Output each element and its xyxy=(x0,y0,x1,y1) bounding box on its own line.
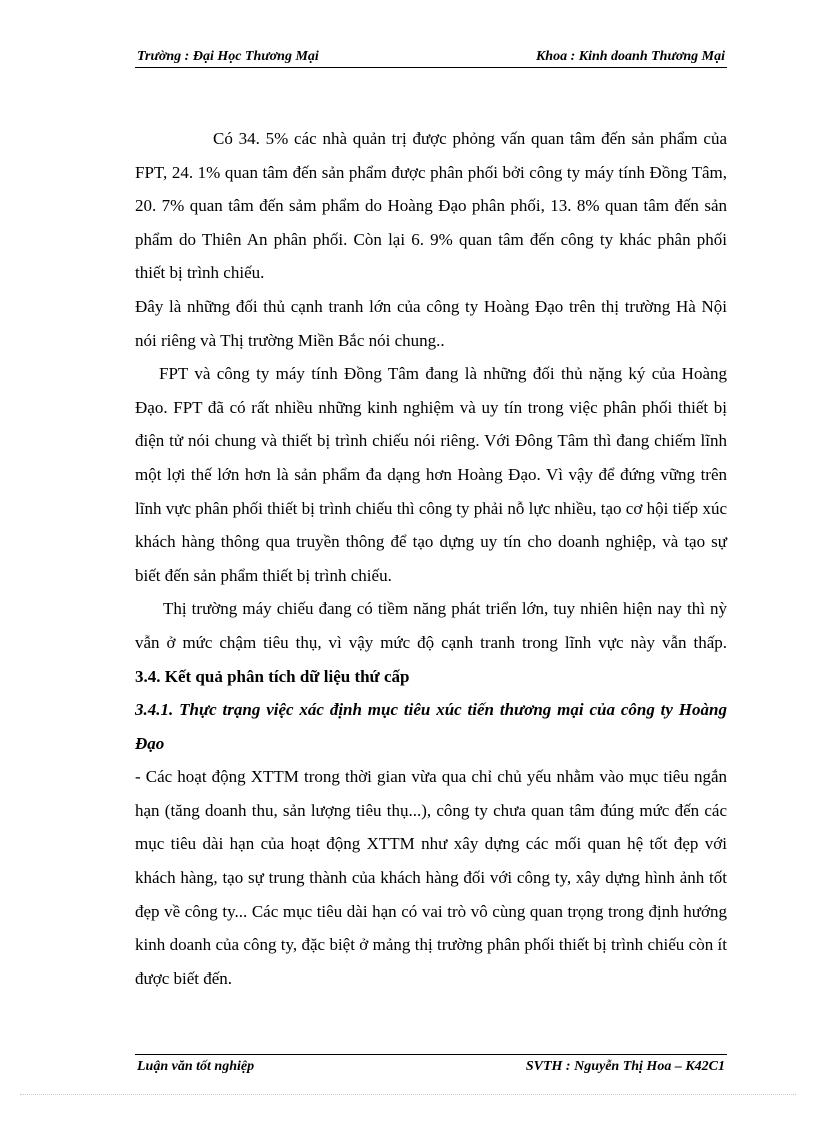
page-footer xyxy=(135,1059,727,1081)
paragraph-fpt-dongtam: FPT và công ty máy tính Đồng Tâm đang là những đối thủ nặng ký của Hoàng Đạo. FPT đã có rất nhiều những kinh nghiệm và uy tín trong việc phân phối thiết bị điện tử nói chung và thiết bị trình chiếu nói riêng. Với Đông Tâm thì đang chiếm lĩnh một lợi thế lớn hơn là sản phẩm đa dạng hơn Hoàng Đạo. Vì vậy để đứng vững trên lĩnh vực phân phối thiết bị trình chiếu thì công ty phải nỗ lực nhiều, tạo cơ hội tiếp xúc khách hàng thông qua truyền thông để tạo dựng uy tín cho doanh nghiệp, và tạo sự biết đến sản phẩm thiết bị trình chiếu. xyxy=(135,364,727,585)
paragraph-market-potential: Thị trường máy chiếu đang có tiềm năng phát triển lớn, tuy nhiên hiện nay thì nỳ vẫn ở mức chậm tiêu thụ, vì vậy mức độ cạnh tranh trong lĩnh vực này vẫn thấp. xyxy=(135,599,727,652)
page-body xyxy=(135,122,727,995)
paragraph-competitors: Đây là những đối thủ cạnh tranh lớn của công ty Hoàng Đạo trên thị trường Hà Nội nói riêng và Thị trường Miền Bắc nói chung.. xyxy=(135,296,727,350)
header-faculty: Khoa : Kinh doanh Thương Mại xyxy=(535,49,725,64)
footer-thesis: Luận văn tốt nghiệp xyxy=(137,1059,255,1074)
header-school: Trường : Đại Học Thương Mại xyxy=(137,49,319,64)
paragraph-survey-results: Có 34. 5% các nhà quản trị được phỏng vấn quan tâm đến sản phẩm của FPT, 24. 1% quan tâm đến sản phẩm được phân phối bởi công ty máy tính Đồng Tâm, 20. 7% quan tâm đến sảm phẩm do Hoàng Đạo phân phối, 13. 8% quan tâm đến sản phẩm do Thiên An phân phối. Còn lại 6. 9% quan tâm đến công ty khác phân phối thiết bị trình chiếu. xyxy=(135,129,727,283)
paragraph-xttm-activities: - Các hoạt động XTTM trong thời gian vừa qua chỉ chủ yếu nhằm vào mục tiêu ngắn hạn (tăng doanh thu, sản lượng tiêu thụ...), công ty chưa quan tâm đúng mức đến các mục tiêu dài hạn của hoạt động XTTM như xây dựng các mối quan hệ tốt đẹp với khách hàng, tạo sự trung thành của khách hàng đối với công ty, xây dựng hình ảnh tốt đẹp về công ty... Các mục tiêu dài hạn có vai trò vô cùng quan trọng trong định hướng kinh doanh của công ty, đặc biệt ở mảng thị trường phân phối thiết bị trình chiếu còn ít được biết đến. xyxy=(135,767,727,988)
header-rule xyxy=(135,67,727,68)
section-heading-3-4: 3.4. Kết quả phân tích dữ liệu thứ cấp xyxy=(135,666,410,686)
page-header xyxy=(135,47,727,69)
footer-student: SVTH : Nguyễn Thị Hoa – K42C1 xyxy=(525,1059,725,1074)
footer-rule xyxy=(135,1054,727,1055)
section-heading-3-4-1: 3.4.1. Thực trạng việc xác định mục tiêu xúc tiến thương mại của công ty Hoàng Đạo xyxy=(135,700,727,753)
page-bottom-edge xyxy=(20,1094,796,1095)
